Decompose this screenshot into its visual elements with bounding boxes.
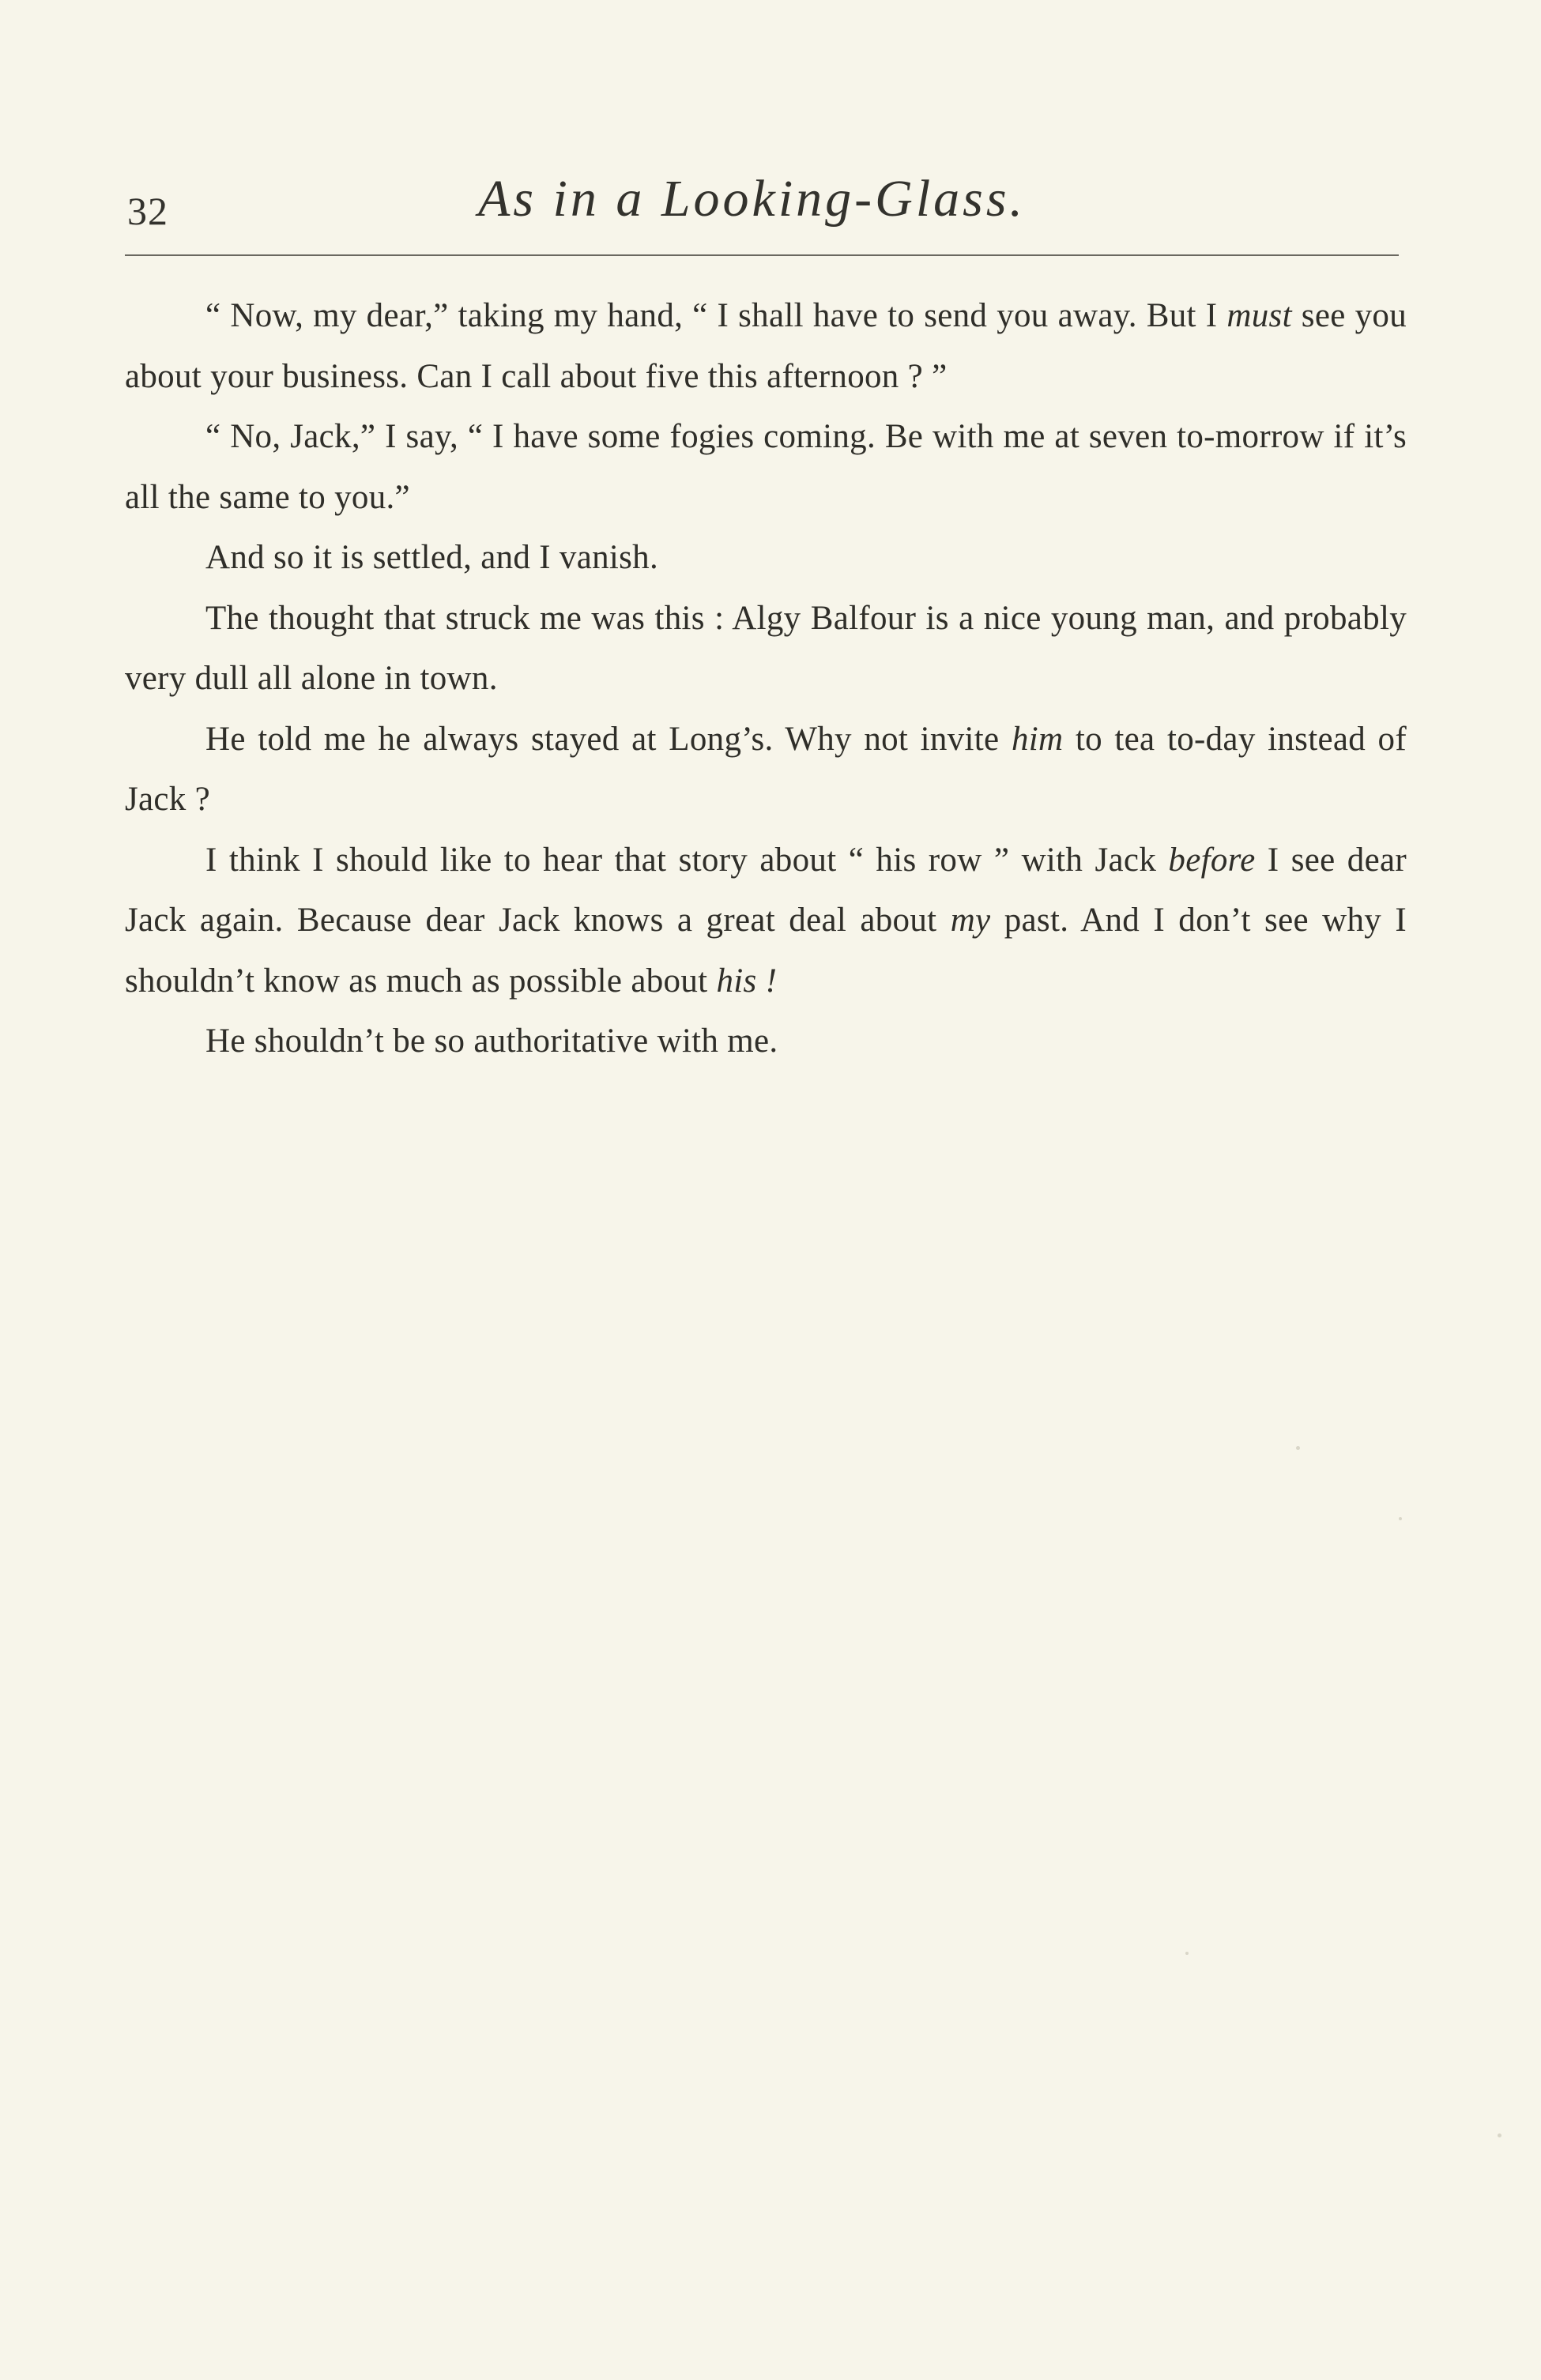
paragraph bbox=[125, 286, 1407, 407]
text-run: He told me he always stayed at Long’s. Why not invite bbox=[205, 720, 1012, 758]
italic-text: must bbox=[1226, 297, 1292, 334]
paragraph bbox=[125, 589, 1407, 710]
text-run: I think I should like to hear that story about “ his row ” with Jack bbox=[205, 841, 1169, 879]
italic-text: his ! bbox=[716, 962, 778, 1000]
paper-speck bbox=[1185, 1952, 1189, 1955]
paragraph bbox=[125, 1011, 1407, 1072]
paper-speck bbox=[1498, 2133, 1501, 2137]
running-title: As in a Looking-Glass. bbox=[478, 170, 1027, 228]
text-run: And so it is settled, and I vanish. bbox=[205, 539, 659, 576]
paragraph bbox=[125, 407, 1407, 528]
text-run: “ No, Jack,” I say, “ I have some fogies coming. Be with me at seven to-morrow if it’s all the same to you.” bbox=[125, 418, 1407, 516]
italic-text: him bbox=[1011, 720, 1064, 758]
text-run: see you about your business. Can I call about five this afternoon ? ” bbox=[125, 297, 1407, 395]
paper-speck bbox=[1399, 1517, 1402, 1520]
text-run: “ Now, my dear,” taking my hand, “ I shall have to send you away. But I bbox=[205, 297, 1227, 334]
text-run: past. And I don’t see why I shouldn’t know as much as possible about bbox=[125, 902, 1407, 1000]
text-run: I see dear Jack again. Because dear Jack knows a great deal about bbox=[125, 841, 1407, 939]
italic-text: before bbox=[1168, 841, 1256, 879]
paragraph bbox=[125, 710, 1407, 830]
running-head bbox=[122, 158, 1403, 237]
header-rule bbox=[125, 254, 1399, 256]
paper-speck bbox=[1296, 1446, 1300, 1450]
italic-text: my bbox=[950, 902, 991, 939]
paragraph bbox=[125, 528, 1407, 589]
page-number: 32 bbox=[127, 189, 168, 233]
body-text bbox=[125, 286, 1407, 1072]
text-run: He shouldn’t be so authoritative with me. bbox=[205, 1022, 778, 1060]
text-run: to tea to-day instead of Jack ? bbox=[125, 720, 1407, 818]
text-run: The thought that struck me was this : Algy Balfour is a nice young man, and probably very dull all alone in town. bbox=[125, 599, 1407, 697]
paragraph bbox=[125, 830, 1407, 1012]
